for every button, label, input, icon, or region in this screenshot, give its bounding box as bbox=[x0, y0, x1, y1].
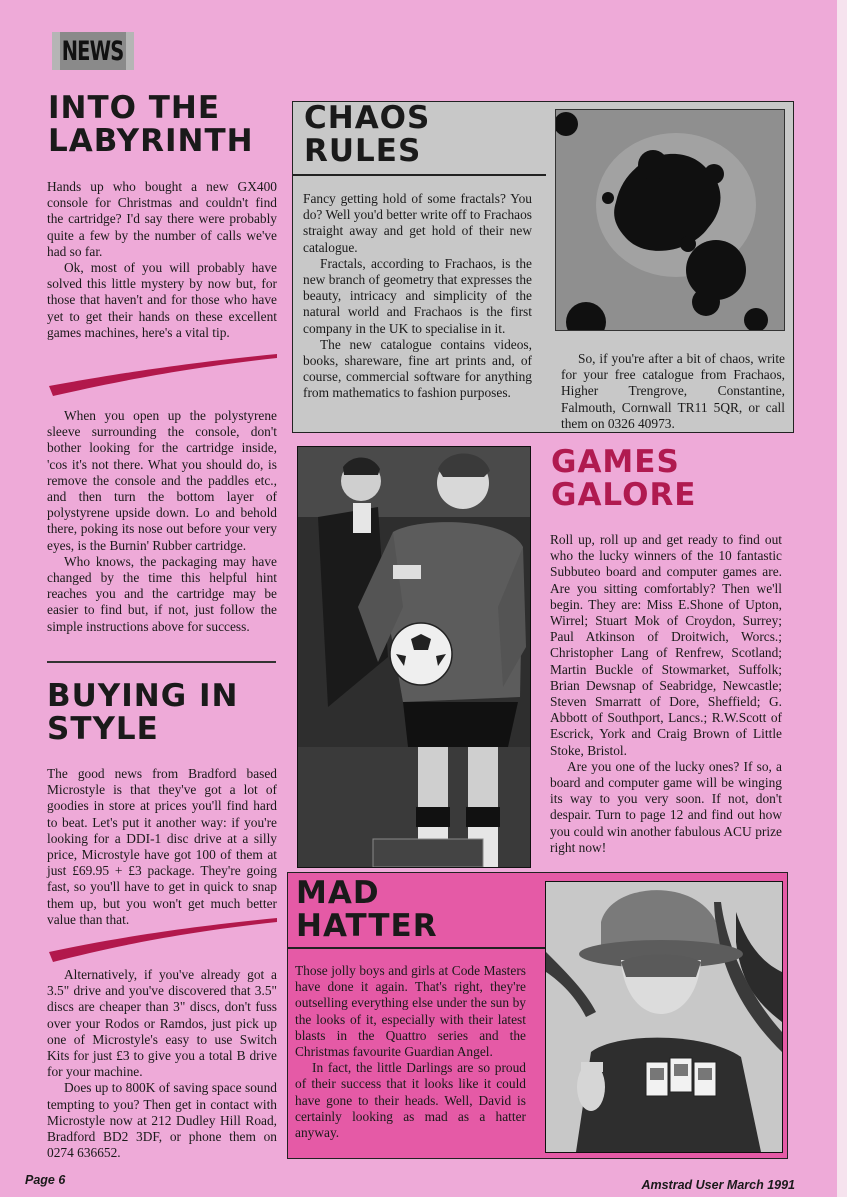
chaos-p1: Fancy getting hold of some fractals? You do? Well you'd better write off to Frachaos straight away and get hold of their new catalogue. bbox=[303, 191, 532, 255]
mandelbrot-picture bbox=[556, 110, 784, 330]
hatter-photo bbox=[545, 881, 783, 1153]
chaos-text-left bbox=[303, 191, 532, 402]
games-p2: Are you one of the lucky ones? If so, a board and computer game will be winging its way to you very soon. If not, don't despair. Turn to page 12 and find out how you could win another fabulous ACU prize right now! bbox=[550, 758, 782, 855]
hatter-text bbox=[295, 963, 526, 1141]
buying-p2: Alternatively, if you've already got a 3.5" drive and you've discovered that 3.5" discs are cheaper than 3" discs, don't fuss over your Rodos or Ramdos, just pick up one of Microstyle's easy to use Switch Kits for just £3 to give you a total B drive for your machine. bbox=[47, 967, 277, 1080]
games-text bbox=[550, 532, 782, 856]
subbuteo-photo bbox=[297, 446, 531, 868]
news-tag-label: NEWS bbox=[62, 35, 124, 67]
buying-title-line1: BUYING IN bbox=[47, 678, 239, 714]
magazine-issue: Amstrad User March 1991 bbox=[641, 1178, 795, 1192]
chaos-title bbox=[304, 102, 430, 167]
labyrinth-intro-p1: Hands up who bought a new GX400 console for Christmas and couldn't find the cartridge? I'd say there were probably quite a few by the number of calls we've had so far. bbox=[47, 179, 277, 259]
chaos-rules-box bbox=[292, 101, 794, 433]
labyrinth-intro bbox=[47, 179, 277, 341]
labyrinth-tip-p2: Who knows, the packaging may have changed by the time this helpful hint reaches you and the cartridge may be easier to find but, if not, just follow the simple instructions above for success. bbox=[47, 553, 277, 634]
news-section-tag bbox=[52, 32, 134, 70]
chaos-title-line2: RULES bbox=[304, 132, 422, 169]
buying-text-bottom bbox=[47, 967, 277, 1161]
fractal-image bbox=[555, 109, 785, 331]
labyrinth-tip bbox=[47, 408, 277, 635]
hatter-p1: Those jolly boys and girls at Code Masters have done it again. That's right, they're outselling everything else under the sun by the looks of it, especially with their latest blasts in the Quattro series and the Christmas favourite Guardian Angel. bbox=[295, 963, 526, 1060]
buying-title-line2: STYLE bbox=[47, 710, 159, 747]
hatter-title bbox=[296, 877, 438, 942]
buying-p3: Does up to 800K of saving space sound tempting to you? Then get in contact with Microstyle now at 212 Dudley Hill Road, Bradford BD2 3DF, or phone them on 0274 636652. bbox=[47, 1080, 277, 1161]
hatter-p2: In fact, the little Darlings are so proud of their success that it looks like it could have gone to their heads. Well, David is certainly looking as mad as a hatter anyway. bbox=[295, 1060, 526, 1141]
buying-text-top bbox=[47, 766, 277, 928]
labyrinth-title bbox=[48, 92, 278, 157]
games-p1: Roll up, roll up and get ready to find out who the lucky winners of the 10 fantastic Subbuteo board and computer games are. Are you sitting comfortably? Then we'll begin. They are: Miss E.Shone of Upton, Wirrel; Stuart Mok of Croydon, Surrey; Paul Atkinson of Droitwich, Worcs.; Christopher Lang of Renfrew, Scotland; Martin Buckle of Stowmarket, Suffolk; Brian Dewsnap of Seabridge, Newcastle; Steven Smarratt of Dore, Sheffield; G. Abbott of Southport, Lancs.; R.W.Scott of Escrick, York and Craig Brown of Little Stoke, Bristol. bbox=[550, 532, 782, 758]
chaos-p4: So, if you're after a bit of chaos, write for your free catalogue from Frachaos, Higher Trengrove, Constantine, Falmouth, Cornwall TR11 5QR, or call them on 0326 40973. bbox=[561, 351, 785, 431]
brush-stroke-divider-1 bbox=[45, 350, 281, 398]
chaos-text-right bbox=[561, 351, 785, 432]
page-number: Page 6 bbox=[25, 1173, 66, 1187]
games-title-line1: GAMES bbox=[551, 444, 680, 480]
labyrinth-title-line1: INTO THE bbox=[48, 90, 221, 126]
chaos-title-line1: CHAOS bbox=[304, 100, 431, 136]
buying-title bbox=[47, 680, 277, 745]
labyrinth-intro-p2: Ok, most of you will probably have solved this little mystery by now but, for those that haven't and for those who have yet to get their hands on these excellent games machines, here's a vital tip. bbox=[47, 260, 277, 340]
footballer-mannequin-picture bbox=[298, 447, 530, 867]
labyrinth-tip-p1: When you open up the polystyrene sleeve surrounding the console, don't bother looking for the cartridge inside, 'cos it's not there. What you should do, is remove the console and the paddles etc., and then turn the bottom layer of polystyrene upside down. Lo and behold there, poking its nose out before your very eyes, is the Burnin' Rubber cartridge. bbox=[47, 408, 277, 553]
chaos-p3: The new catalogue contains videos, books, shareware, fine art prints and, of course, commercial software for anything from mathematics to fashion purposes. bbox=[303, 336, 532, 401]
hatter-title-underline bbox=[288, 947, 546, 949]
section-divider bbox=[47, 661, 276, 663]
hatter-title-line2: HATTER bbox=[296, 907, 438, 944]
games-title-line2: GALORE bbox=[551, 476, 697, 513]
labyrinth-title-line2: LABYRINTH bbox=[48, 122, 254, 159]
mad-hatter-box bbox=[287, 872, 788, 1159]
chaos-p2: Fractals, according to Frachaos, is the new branch of geometry that expresses the beauty, intricacy and simplicity of the natural world and Frachaos is the first company in the UK to specialise in it. bbox=[303, 255, 532, 336]
chaos-title-underline bbox=[293, 174, 546, 176]
brush-stroke-divider-2 bbox=[45, 912, 281, 964]
buying-p1: The good news from Bradford based Microstyle is that they've got a lot of goodies in store at prices you'll find hard to beat. Let's put it another way: if you're looking for a DDI-1 disc drive at a silly price, Microstyle have got 100 of them at just £69.95 + £3 package. They're going fast, so you'll have to get in quick to snap them up, but you won't get much better value than that. bbox=[47, 766, 277, 927]
games-title bbox=[551, 446, 801, 511]
man-in-hat-picture bbox=[546, 882, 782, 1152]
page-edge bbox=[837, 0, 847, 1197]
hatter-title-line1: MAD bbox=[296, 875, 380, 911]
